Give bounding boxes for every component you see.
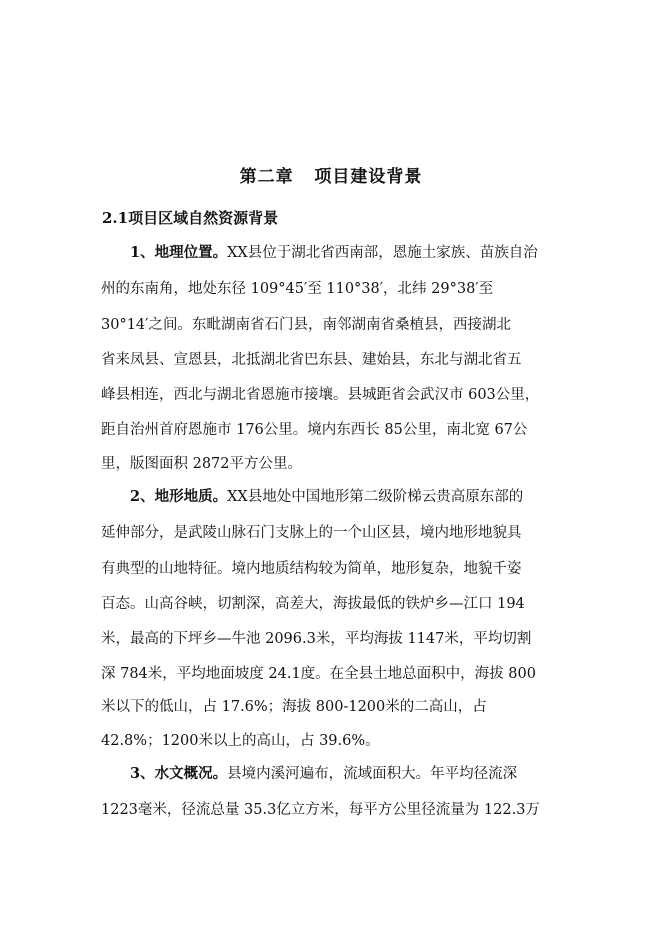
paragraph-line: 里，版图面积 2872平方公里。 (101, 456, 303, 472)
chapter-title: 第二章 项目建设背景 (239, 167, 423, 187)
paragraph-lead: 3、水文概况。 (130, 765, 228, 782)
paragraph-line (130, 487, 523, 507)
paragraph-line (130, 764, 517, 784)
paragraph-line: 30°14′之间。东毗湖南省石门县，南邻湖南省桑植县，西接湖北 (101, 317, 511, 333)
paragraph-line: 42.8%；1200米以上的高山，占 39.6%。 (101, 733, 380, 749)
paragraph-line: 省来凤县、宣恩县，北抵湖北省巴东县、建始县，东北与湖北省五 (101, 352, 522, 368)
paragraph-line: 米以下的低山，占 17.6%；海拔 800-1200米的二高山，占 (101, 699, 487, 715)
paragraph-line: 州的东南角，地处东径 109°45′至 110°38′，北纬 29°38′至 (101, 281, 494, 297)
paragraph-lead: 1、地理位置。 (130, 244, 228, 261)
paragraph-line: 米，最高的下坪乡—牛池 2096.3米，平均海拔 1147米，平均切割 (101, 631, 532, 647)
section-heading: 2.1项目区域自然资源背景 (102, 209, 279, 227)
paragraph-line: 有典型的山地特征。境内地质结构较为简单，地形复杂，地貌千姿 (101, 561, 522, 577)
paragraph-line (130, 243, 538, 263)
paragraph-line: 1223毫米，径流总量 35.3亿立方米，每平方公里径流量为 122.3万 (101, 802, 540, 818)
paragraph-text: XX县位于湖北省西南部，恩施土家族、苗族自治 (227, 245, 538, 261)
paragraph-line: 延伸部分，是武陵山脉石门支脉上的一个山区县，境内地形地貌具 (101, 525, 522, 541)
paragraph-line: 峰县相连，西北与湖北省恩施市接壤。县城距省会武汉市 603公里， (101, 387, 540, 403)
paragraph-line: 深 784米，平均地面坡度 24.1度。在全县土地总面积中，海拔 800 (101, 666, 536, 682)
paragraph-line: 百态。山高谷峡，切割深，高差大，海拔最低的铁炉乡—江口 194 (101, 596, 525, 612)
paragraph-text: 县境内溪河遍布，流域面积大。年平均径流深 (227, 766, 518, 782)
paragraph-text: XX县地处中国地形第二级阶梯云贵高原东部的 (227, 489, 524, 505)
paragraph-line: 距自治州首府恩施市 176公里。境内东西长 85公里，南北宽 67公 (101, 422, 528, 438)
paragraph-lead: 2、地形地质。 (130, 488, 228, 505)
